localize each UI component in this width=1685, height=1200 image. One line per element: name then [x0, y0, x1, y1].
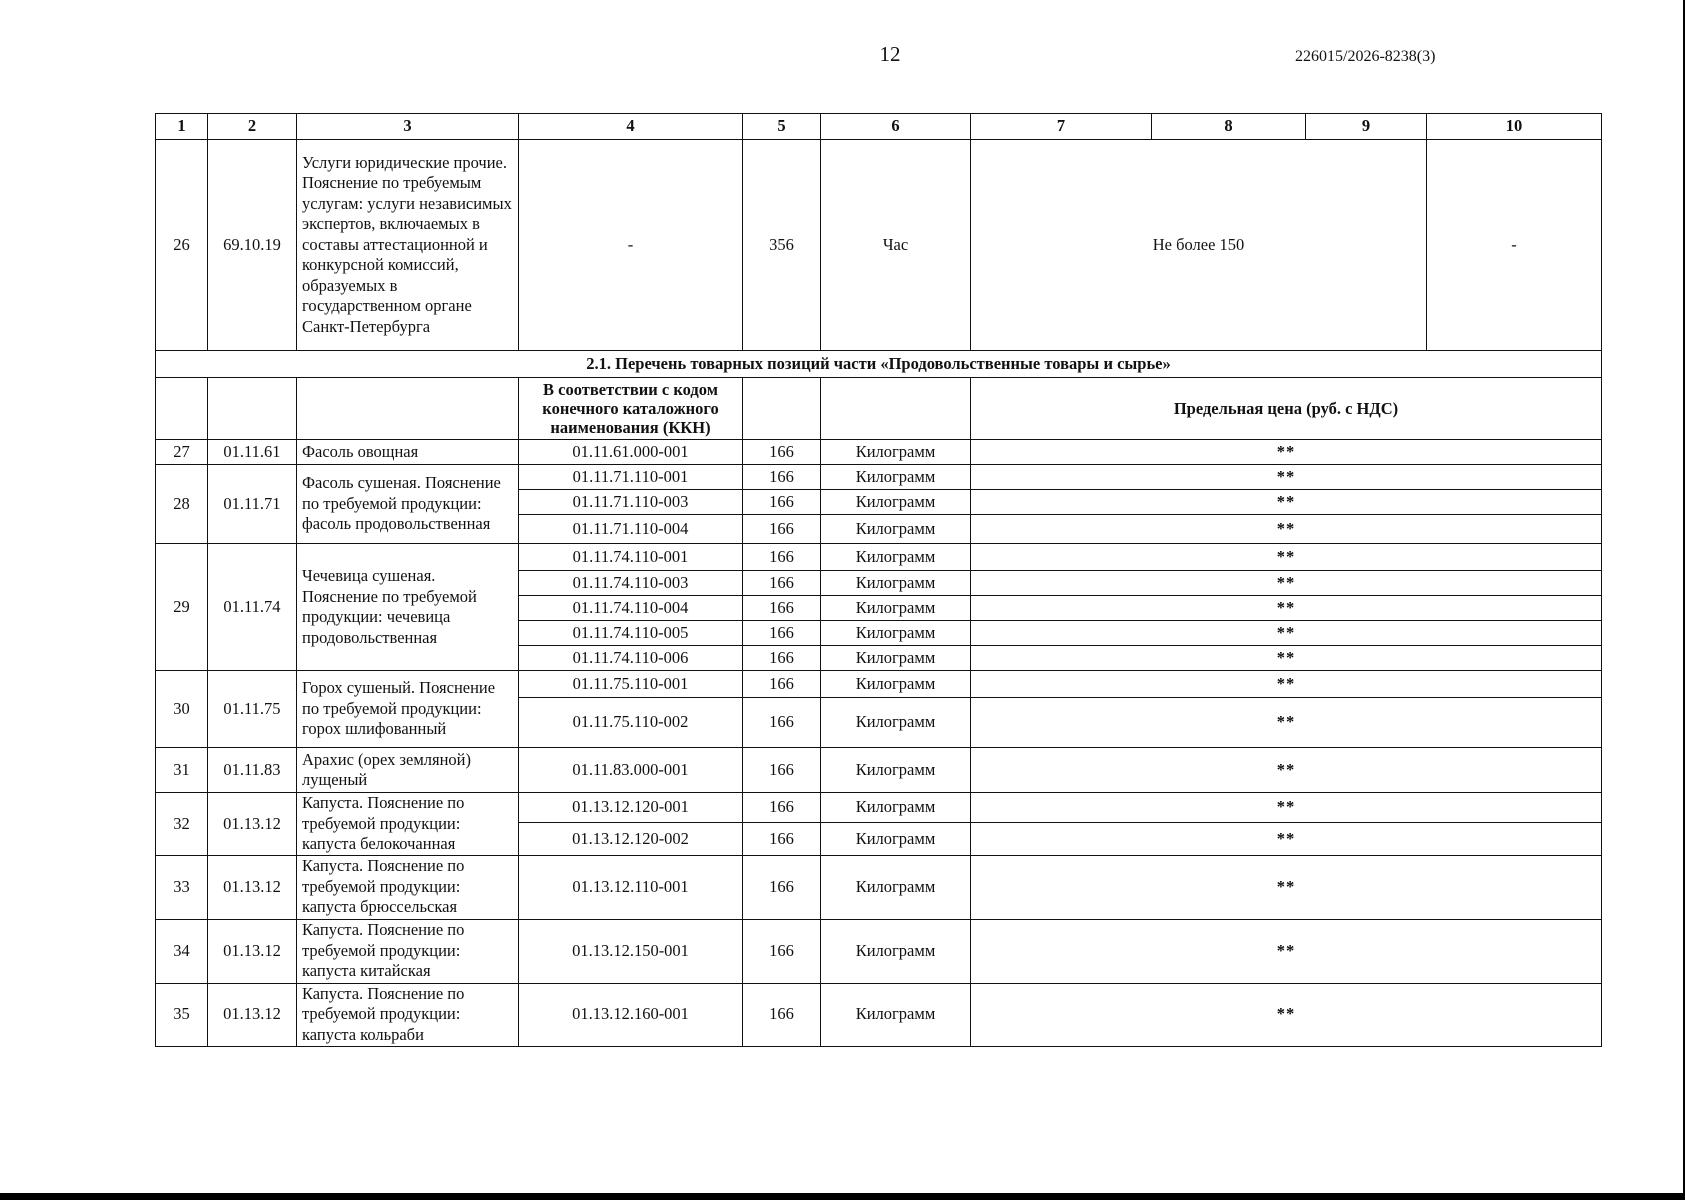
unit-name: Килограмм	[821, 571, 971, 596]
price-value: **	[971, 596, 1602, 621]
item-name: Фасоль сушеная. Пояснение по требуемой продукции: фасоль продовольственная	[297, 465, 519, 544]
row-number: 26	[156, 140, 208, 351]
unit-name: Килограмм	[821, 671, 971, 698]
unit-code: 166	[743, 671, 821, 698]
okpd-code: 01.11.75	[208, 671, 297, 748]
kkn-code: 01.11.74.110-004	[519, 596, 743, 621]
section-title: 2.1. Перечень товарных позиций части «Продовольственные товары и сырье»	[156, 351, 1602, 378]
unit-code: 166	[743, 748, 821, 793]
kkn-code: 01.13.12.120-001	[519, 793, 743, 823]
unit-name: Килограмм	[821, 490, 971, 515]
unit-code: 166	[743, 793, 821, 823]
okpd-code: 01.11.71	[208, 465, 297, 544]
kkn-header: В соответствии с кодом конечного каталожного наименования (ККН)	[519, 378, 743, 440]
item-name: Капуста. Пояснение по требуемой продукции: капуста белокочанная	[297, 793, 519, 856]
row-number: 29	[156, 544, 208, 671]
unit-name: Килограмм	[821, 515, 971, 544]
column-number: 3	[297, 114, 519, 140]
kkn-code: 01.13.12.160-001	[519, 983, 743, 1046]
kkn-code: 01.11.75.110-002	[519, 698, 743, 748]
price-value: **	[971, 544, 1602, 571]
unit-name: Килограмм	[821, 698, 971, 748]
price-value: **	[971, 748, 1602, 793]
okpd-code: 01.11.61	[208, 440, 297, 465]
price-header: Предельная цена (руб. с НДС)	[971, 378, 1602, 440]
table-row	[156, 983, 1602, 1046]
column-number: 2	[208, 114, 297, 140]
table-row	[156, 919, 1602, 983]
price-value: **	[971, 490, 1602, 515]
kkn-code: 01.13.12.110-001	[519, 855, 743, 919]
unit-name: Килограмм	[821, 646, 971, 671]
column-number: 6	[821, 114, 971, 140]
unit-name: Килограмм	[821, 621, 971, 646]
unit-code: 166	[743, 621, 821, 646]
goods-table	[155, 113, 1602, 1047]
kkn-code: -	[519, 140, 743, 351]
unit-code: 356	[743, 140, 821, 351]
okpd-code: 69.10.19	[208, 140, 297, 351]
okpd-code: 01.11.74	[208, 544, 297, 671]
unit-code: 166	[743, 983, 821, 1046]
kkn-code: 01.11.74.110-006	[519, 646, 743, 671]
item-name: Фасоль овощная	[297, 440, 519, 465]
unit-code: 166	[743, 698, 821, 748]
row-number: 33	[156, 855, 208, 919]
price-value: **	[971, 855, 1602, 919]
item-name: Капуста. Пояснение по требуемой продукции: капуста кольраби	[297, 983, 519, 1046]
kkn-code: 01.11.74.110-003	[519, 571, 743, 596]
kkn-code: 01.11.71.110-004	[519, 515, 743, 544]
unit-name: Килограмм	[821, 440, 971, 465]
kkn-code: 01.13.12.150-001	[519, 919, 743, 983]
okpd-code: 01.11.83	[208, 748, 297, 793]
table-row	[156, 465, 1602, 490]
price-value: **	[971, 571, 1602, 596]
row-number: 30	[156, 671, 208, 748]
item-name: Чечевица сушеная. Пояснение по требуемой продукции: чечевица продовольственная	[297, 544, 519, 671]
table-row	[156, 855, 1602, 919]
item-name: Услуги юридические прочие. Пояснение по требуемым услугам: услуги независимых экспертов, включаемых в составы аттестационной и конкурсной комиссий, образуемых в государственном органе Санкт-Петербурга	[297, 140, 519, 351]
row-number: 31	[156, 748, 208, 793]
price-value: **	[971, 793, 1602, 823]
table-row	[156, 793, 1602, 823]
column-number: 4	[519, 114, 743, 140]
kkn-code: 01.11.61.000-001	[519, 440, 743, 465]
unit-code: 166	[743, 646, 821, 671]
unit-name: Килограмм	[821, 855, 971, 919]
page-number: 12	[879, 42, 901, 66]
column-number: 1	[156, 114, 208, 140]
row-number: 32	[156, 793, 208, 856]
item-name: Арахис (орех земляной) лущеный	[297, 748, 519, 793]
column-10-value: -	[1427, 140, 1602, 351]
price-value: **	[971, 440, 1602, 465]
unit-code: 166	[743, 855, 821, 919]
unit-code: 166	[743, 596, 821, 621]
okpd-code: 01.13.12	[208, 793, 297, 856]
unit-name: Килограмм	[821, 793, 971, 823]
unit-code: 166	[743, 465, 821, 490]
table-row	[156, 544, 1602, 571]
unit-code: 166	[743, 823, 821, 855]
section-row	[156, 351, 1602, 378]
kkn-code: 01.11.74.110-005	[519, 621, 743, 646]
unit-name: Килограмм	[821, 544, 971, 571]
column-number: 8	[1152, 114, 1306, 140]
table-row	[156, 140, 1602, 351]
price-value: **	[971, 515, 1602, 544]
price-value: **	[971, 621, 1602, 646]
kkn-code: 01.11.71.110-003	[519, 490, 743, 515]
price-value: **	[971, 465, 1602, 490]
price-value: **	[971, 919, 1602, 983]
price-value: **	[971, 698, 1602, 748]
unit-name: Час	[821, 140, 971, 351]
okpd-code: 01.13.12	[208, 919, 297, 983]
row-number: 34	[156, 919, 208, 983]
okpd-code: 01.13.12	[208, 855, 297, 919]
kkn-code: 01.11.75.110-001	[519, 671, 743, 698]
price-value: **	[971, 646, 1602, 671]
column-number: 10	[1427, 114, 1602, 140]
row-number: 35	[156, 983, 208, 1046]
unit-name: Килограмм	[821, 596, 971, 621]
table-row	[156, 748, 1602, 793]
unit-name: Килограмм	[821, 919, 971, 983]
unit-name: Килограмм	[821, 983, 971, 1046]
unit-name: Килограмм	[821, 748, 971, 793]
unit-name: Килограмм	[821, 823, 971, 855]
item-name: Горох сушеный. Пояснение по требуемой продукции: горох шлифованный	[297, 671, 519, 748]
unit-code: 166	[743, 440, 821, 465]
column-number: 9	[1306, 114, 1427, 140]
unit-code: 166	[743, 544, 821, 571]
unit-name: Килограмм	[821, 465, 971, 490]
price-value: **	[971, 671, 1602, 698]
okpd-code: 01.13.12	[208, 983, 297, 1046]
document-id: 226015/2026-8238(3)	[1295, 48, 1436, 65]
column-number: 5	[743, 114, 821, 140]
price-limit: Не более 150	[971, 140, 1427, 351]
column-number: 7	[971, 114, 1152, 140]
kkn-code: 01.11.83.000-001	[519, 748, 743, 793]
kkn-code: 01.13.12.120-002	[519, 823, 743, 855]
item-name: Капуста. Пояснение по требуемой продукции: капуста китайская	[297, 919, 519, 983]
column-number-row	[156, 114, 1602, 140]
price-value: **	[971, 983, 1602, 1046]
kkn-code: 01.11.74.110-001	[519, 544, 743, 571]
unit-code: 166	[743, 490, 821, 515]
sub-header-row	[156, 378, 1602, 440]
table-row	[156, 671, 1602, 698]
unit-code: 166	[743, 515, 821, 544]
item-name: Капуста. Пояснение по требуемой продукции: капуста брюссельская	[297, 855, 519, 919]
unit-code: 166	[743, 919, 821, 983]
unit-code: 166	[743, 571, 821, 596]
kkn-code: 01.11.71.110-001	[519, 465, 743, 490]
row-number: 28	[156, 465, 208, 544]
table-row	[156, 440, 1602, 465]
row-number: 27	[156, 440, 208, 465]
price-value: **	[971, 823, 1602, 855]
